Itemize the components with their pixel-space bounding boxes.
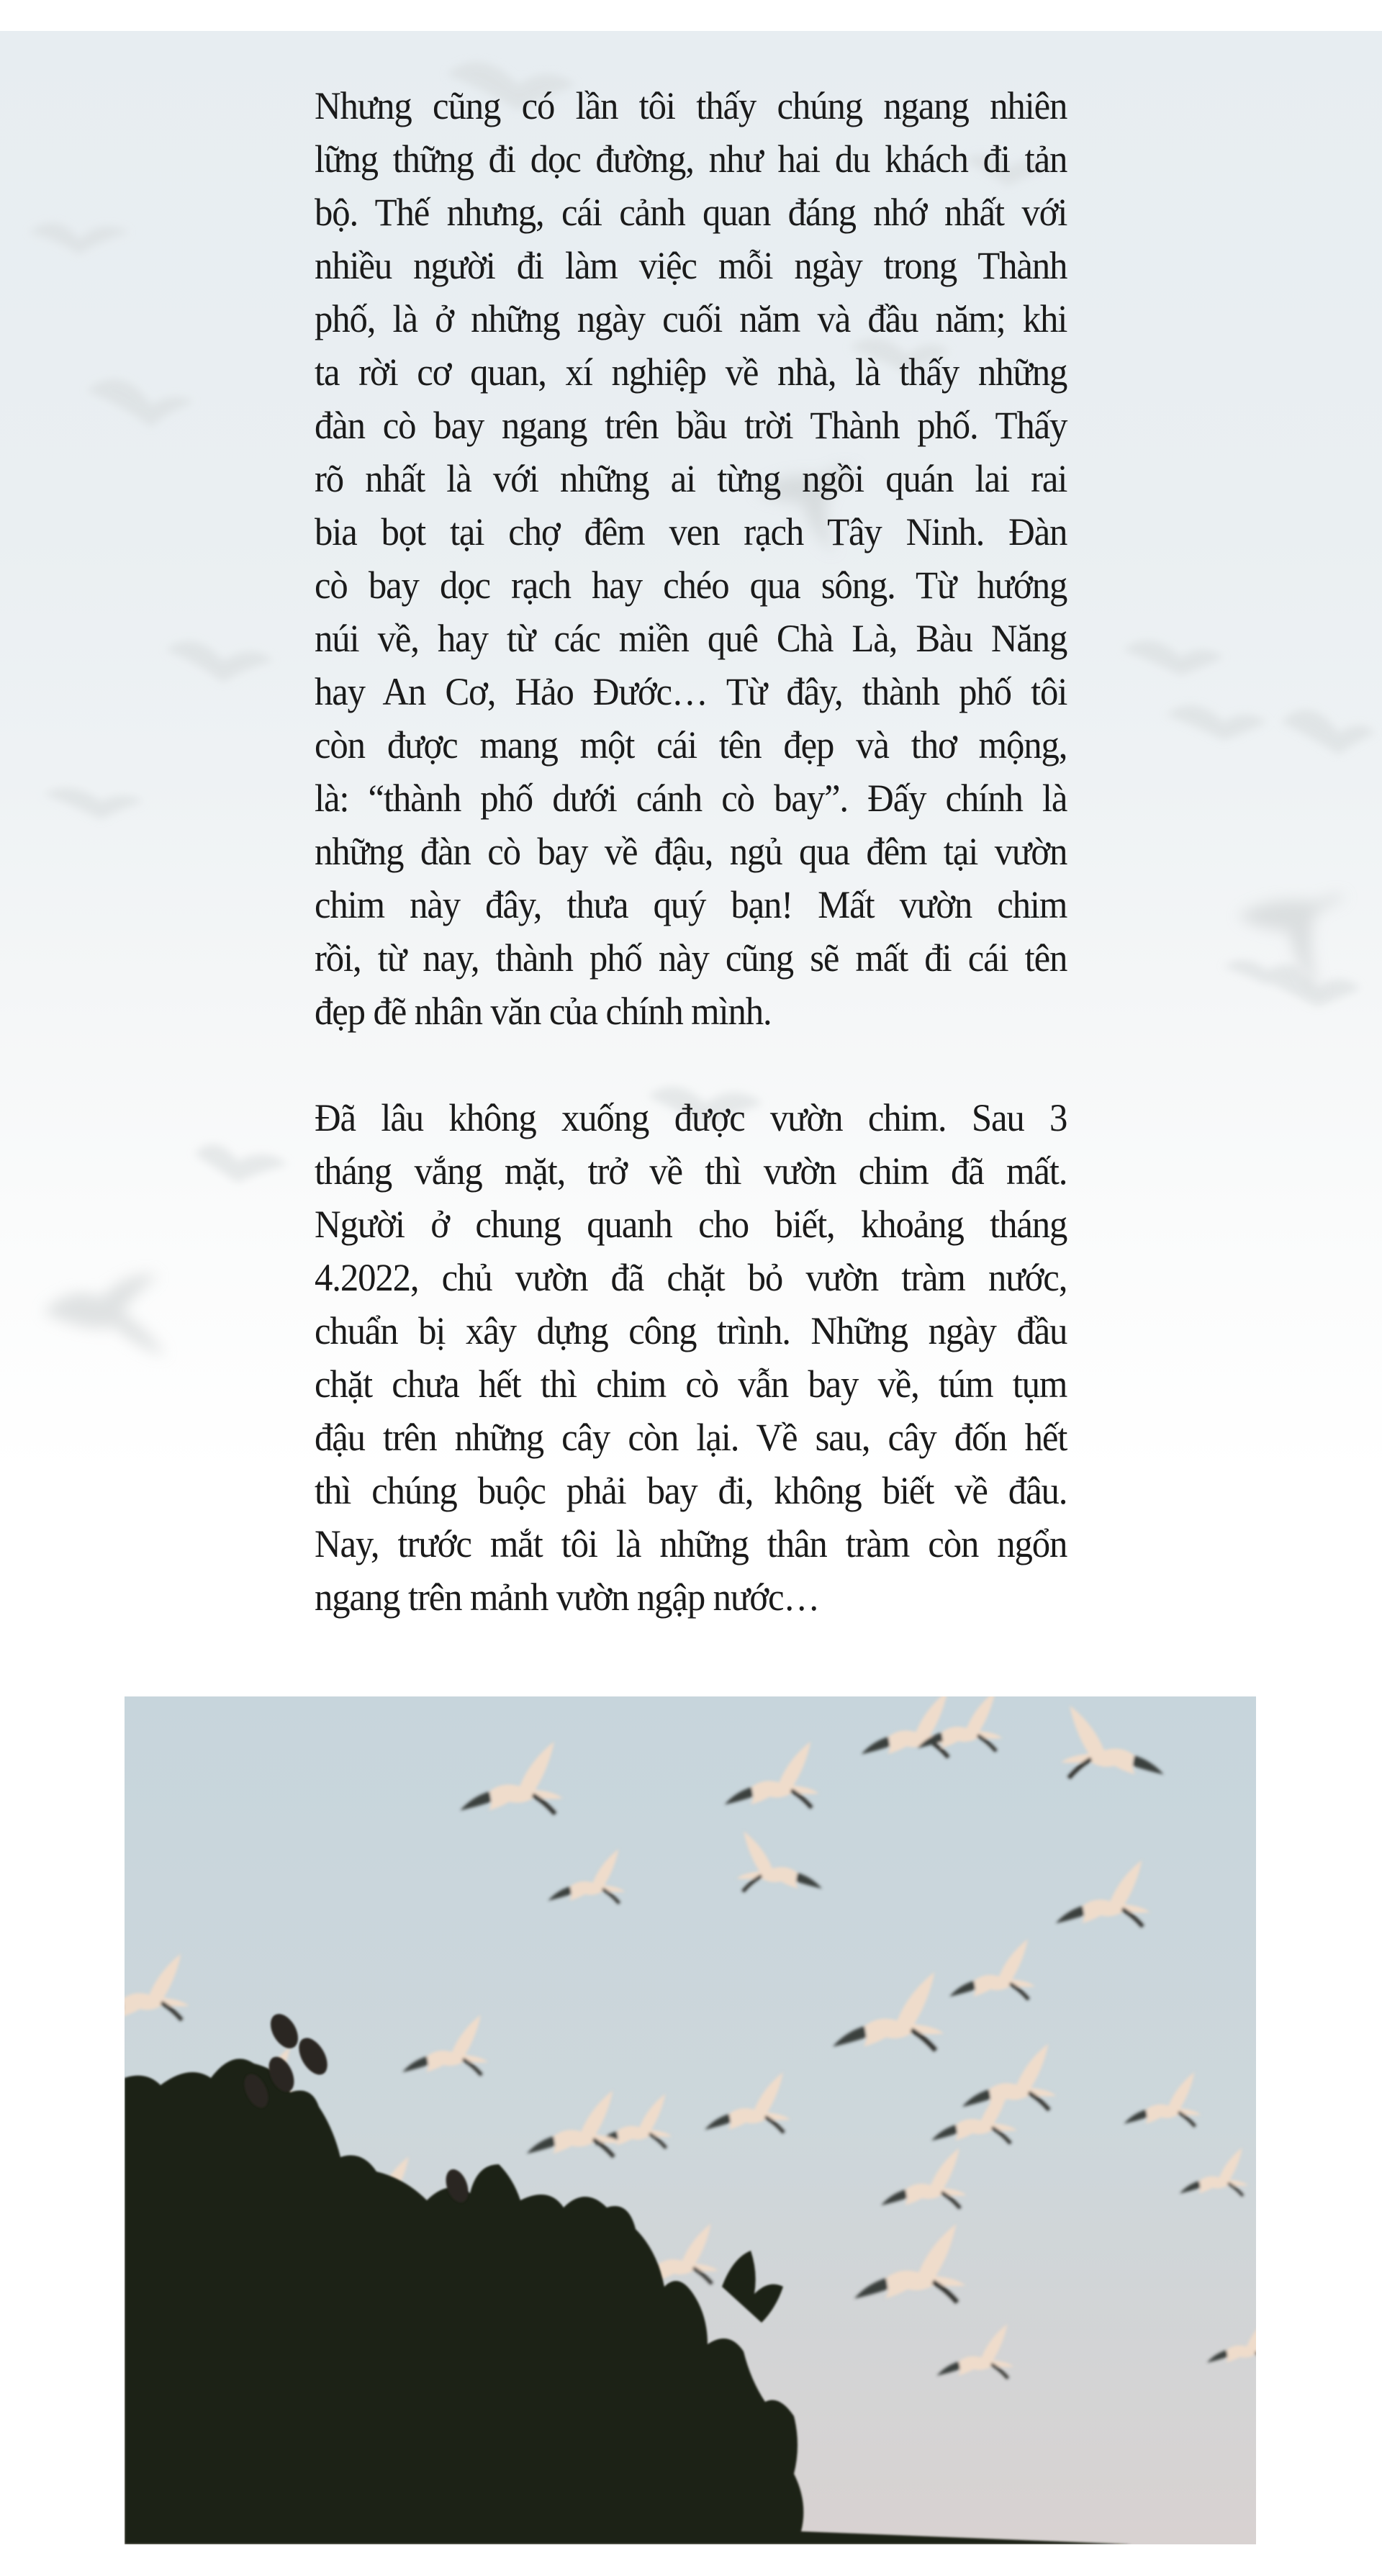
text-line: Nay, trước mắt tôi là những thân tràm còn ngổn — [315, 1522, 1067, 1565]
text-line: còn được mang một cái tên đẹp và thơ mộng, — [315, 723, 1067, 767]
faded-bird-icon — [1166, 705, 1267, 740]
text-line: Nhưng cũng có lần tôi thấy chúng ngang nhiên — [315, 84, 1067, 127]
text-line: hay An Cơ, Hảo Đước… Từ đây, thành phố tôi — [315, 670, 1067, 713]
faded-bird-icon — [1123, 641, 1224, 675]
text-line: rồi, từ nay, thành phố này cũng sẽ mất đi cái tên — [315, 936, 1067, 980]
text-line: bộ. Thế nhưng, cái cảnh quan đáng nhớ nhất với — [315, 191, 1067, 234]
faded-bird-silhouette-icon — [43, 1275, 166, 1355]
text-line: 4.2022, chủ vườn đã chặt bỏ vườn tràm nước, — [315, 1256, 1067, 1299]
text-line: ta rời cơ quan, xí nghiệp về nhà, là thấy những — [315, 351, 1067, 394]
text-line: phố, là ở những ngày cuối năm và đầu năm; khi — [315, 297, 1067, 340]
egrets-photo-illustration — [125, 1696, 1256, 2544]
text-line: thì chúng buộc phải bay đi, không biết về đâu. — [315, 1469, 1067, 1512]
text-line: bia bọt tại chợ đêm ven rạch Tây Ninh. Đàn — [315, 510, 1067, 553]
paragraph — [315, 1091, 1067, 1624]
text-line: rõ nhất là với những ai từng ngồi quán lai rai — [315, 457, 1067, 500]
text-line: đàn cò bay ngang trên bầu trời Thành phố. Thấy — [315, 404, 1067, 447]
text-line: đẹp đẽ nhân văn của chính mình. — [315, 990, 772, 1033]
paragraph — [315, 79, 1067, 1038]
faded-bird-icon — [1281, 710, 1375, 754]
text-line: chim này đây, thưa quý bạn! Mất vườn chim — [315, 883, 1067, 926]
text-line: Đã lâu không xuống được vườn chim. Sau 3 — [315, 1096, 1067, 1139]
top-band — [0, 0, 1382, 31]
text-line: chặt chưa hết thì chim cò vẫn bay về, túm tụm — [315, 1362, 1067, 1406]
faded-bird-icon — [43, 788, 144, 819]
text-line: đậu trên những cây còn lại. Về sau, cây đốn hết — [315, 1416, 1067, 1459]
faded-bird-icon — [194, 1144, 288, 1183]
text-line: những đàn cò bay về đậu, ngủ qua đêm tại vườn — [315, 830, 1067, 873]
faded-bird-icon — [86, 379, 194, 427]
text-line: núi về, hay từ các miền quê Chà Là, Bàu Năng — [315, 617, 1067, 660]
faded-bird-icon — [166, 641, 274, 682]
article-body — [315, 79, 1067, 1624]
article-photo — [125, 1696, 1256, 2544]
text-line: ngang trên mảnh vườn ngập nước… — [315, 1576, 820, 1619]
text-line: cò bay dọc rạch hay chéo qua sông. Từ hướng — [315, 564, 1067, 607]
text-line: là: “thành phố dưới cánh cò bay”. Đấy chính là — [315, 777, 1067, 820]
text-line: Người ở chung quanh cho biết, khoảng tháng — [315, 1203, 1067, 1246]
faded-bird-icon — [29, 223, 130, 254]
text-line: chuẩn bị xây dựng công trình. Những ngày đầu — [315, 1309, 1067, 1352]
text-line: tháng vắng mặt, trở về thì vườn chim đã mất. — [315, 1149, 1067, 1193]
text-line: nhiều người đi làm việc mỗi ngày trong Thành — [315, 244, 1067, 287]
text-line: lững thững đi dọc đường, như hai du khách đi tản — [315, 137, 1067, 181]
